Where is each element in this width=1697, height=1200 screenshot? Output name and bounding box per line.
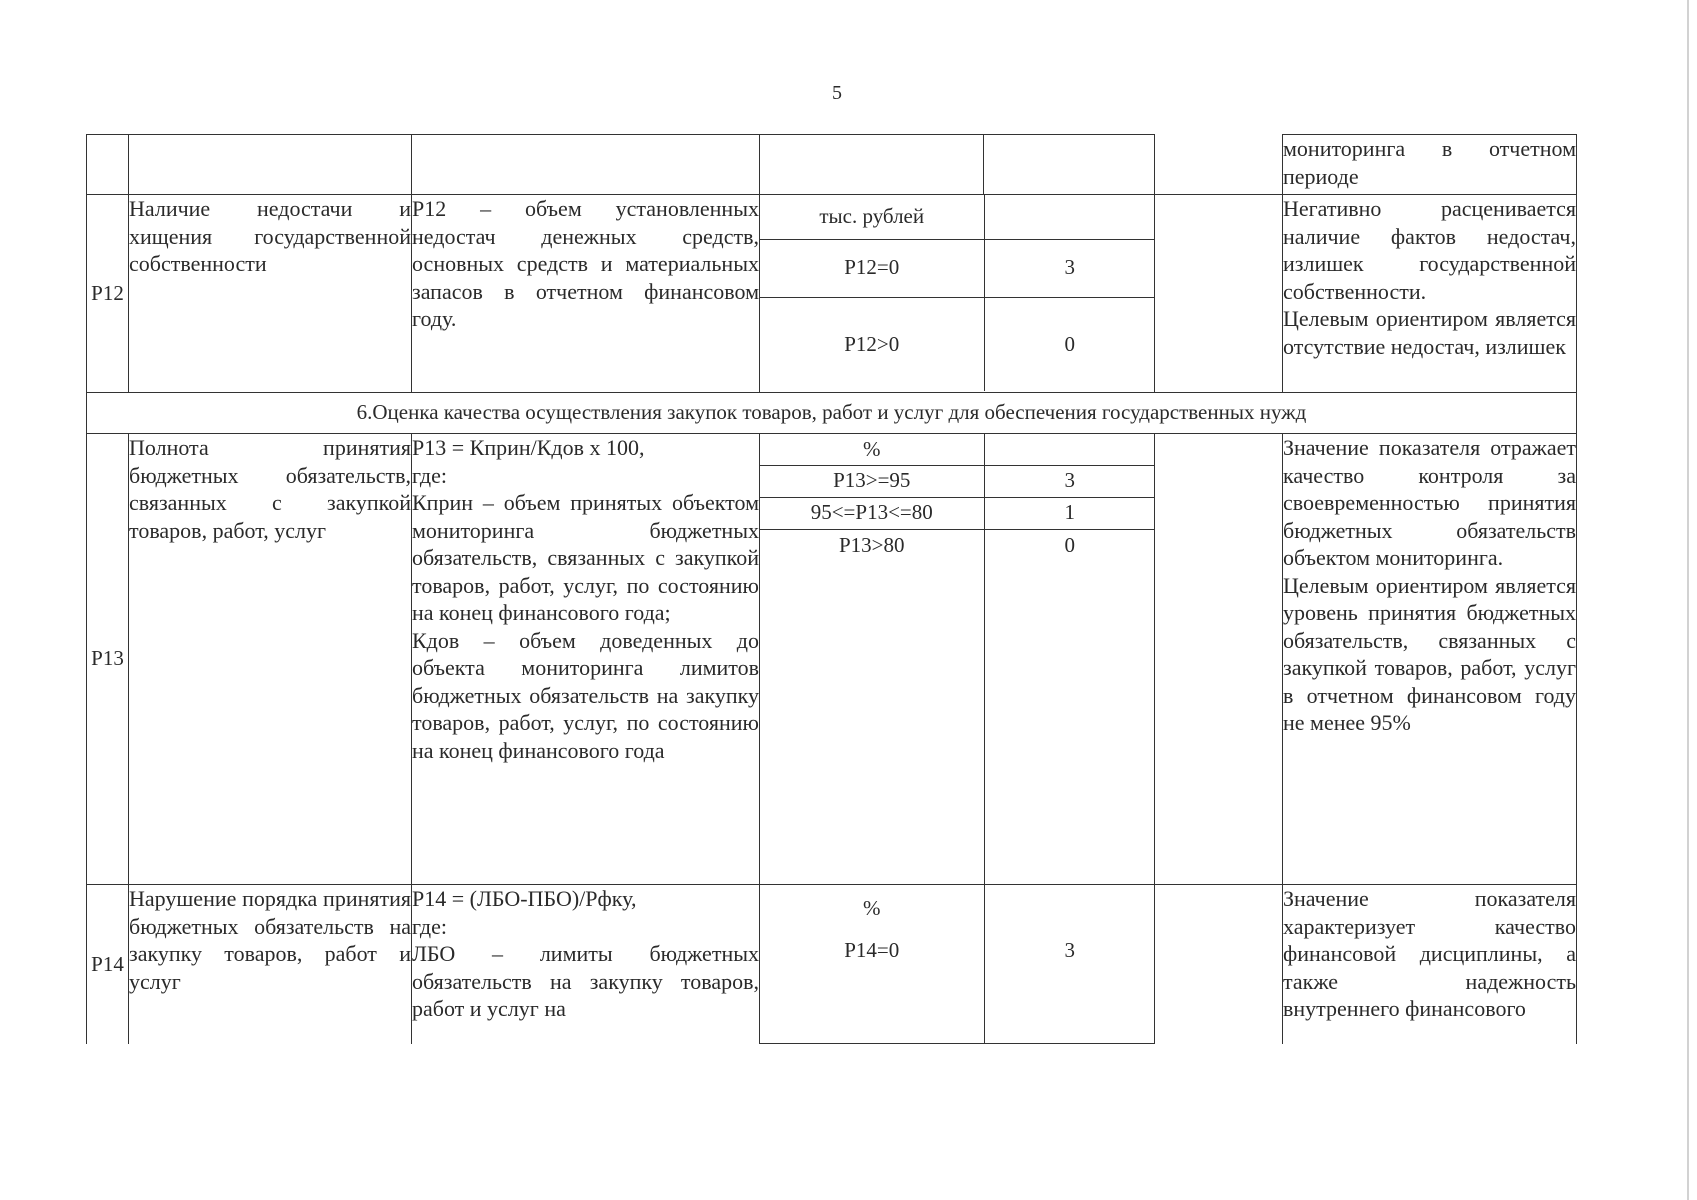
formula-line: ЛБО – лимиты бюджетных обязательств на закупку товаров, работ и услуг на (412, 941, 759, 1021)
indicator-formula (412, 434, 760, 885)
table-row-p13 (87, 434, 1577, 885)
cell-code (87, 135, 129, 195)
cell-unit (760, 135, 984, 195)
indicator-name: Полнота принятия бюджетных обязательств, связанных с закупкой товаров, работ, услуг (129, 434, 412, 885)
condition: 95<=Р13<=80 (760, 497, 984, 529)
condition: Р14=0 (844, 938, 900, 962)
cell-name (129, 135, 412, 195)
condition: Р13>=95 (760, 465, 984, 497)
formula-line: Кприн – объем принятых объектом мониторинга бюджетных обязательств, связанных с закупкой товаров, работ, услуг, по состоянию на конец финансового года; (412, 490, 759, 625)
comment-paragraph: Негативно расценивается наличие фактов недостач, излишек государственной собственности. (1283, 196, 1576, 304)
indicator-code: Р14 (87, 885, 129, 1044)
comment-paragraph: Целевым ориентиром является уровень принятия бюджетных обязательств, связанных с закупкой товаров, работ, услуг в отчетном финансовом году не менее 95% (1283, 572, 1576, 735)
unit-label: тыс. рублей (760, 195, 984, 239)
cell-formula (412, 135, 760, 195)
condition: Р13>80 (838, 532, 905, 557)
table-row-section (87, 393, 1577, 434)
cell-blank (1155, 195, 1283, 393)
formula-line: где: (412, 462, 447, 488)
cell-comment (1283, 135, 1577, 195)
condition: Р12>0 (844, 331, 900, 356)
page-number: 5 (832, 82, 842, 104)
indicator-code: Р13 (87, 434, 129, 885)
cell-blank (1155, 135, 1283, 195)
comment-paragraph: Значение показателя характеризует качество финансовой дисциплины, а также надежность внутреннего финансового (1283, 886, 1576, 1021)
comment-paragraph: Целевым ориентиром является отсутствие недостач, излишек (1283, 306, 1576, 359)
score: 3 (984, 465, 1155, 497)
formula-line: где: (412, 913, 447, 939)
cell-score (984, 135, 1155, 195)
unit-label: % (760, 434, 984, 465)
indicator-formula: Р12 – объем установленных недостач денежных средств, основных средств и материальных запасов в отчетном финансовом году. (412, 195, 760, 393)
comment-paragraph: Значение показателя отражает качество контроля за своевременностью принятия бюджетных обязательств объектом мониторинга. (1283, 435, 1576, 570)
score: 1 (984, 497, 1155, 529)
indicator-scale (760, 434, 1155, 885)
indicator-scale (760, 195, 1155, 393)
section-title: 6.Оценка качества осуществления закупок товаров, работ и услуг для обеспечения государственных нужд (87, 393, 1577, 434)
cell-blank (1155, 434, 1283, 885)
score: 3 (984, 239, 1155, 297)
unit-score-empty (984, 434, 1155, 465)
indicator-comment (1283, 434, 1577, 885)
condition: Р12=0 (760, 239, 984, 297)
formula-line: Р13 = Кприн/Кдов х 100, (412, 435, 645, 460)
score: 3 (984, 933, 1155, 1043)
indicators-table (86, 134, 1577, 1044)
indicator-formula (412, 885, 760, 1044)
unit-label: % (863, 896, 881, 921)
formula-line: Кдов – объем доведенных до объекта мониторинга лимитов бюджетных обязательств на закупку товаров, работ, услуг, по состоянию на конец финансового года (412, 627, 759, 763)
table-row-continuation (87, 135, 1577, 195)
indicator-name: Нарушение порядка принятия бюджетных обязательств на закупку товаров, работ и услуг (129, 885, 412, 1044)
indicator-name: Наличие недостачи и хищения государственной собственности (129, 195, 412, 393)
scan-edge (1687, 0, 1689, 1200)
indicator-comment (1283, 885, 1577, 1044)
score: 0 (984, 297, 1155, 391)
table-row-p12 (87, 195, 1577, 393)
unit-score-empty (984, 195, 1155, 239)
score: 0 (984, 529, 1155, 884)
continuation-note: мониторинга в отчетном периоде (1283, 136, 1576, 189)
indicator-scale (760, 885, 1155, 1044)
unit-score-empty (984, 885, 1155, 933)
cell-blank (1155, 885, 1283, 1044)
formula-line: Р14 = (ЛБО-ПБО)/Рфку, (412, 886, 637, 911)
indicator-code: Р12 (87, 195, 129, 393)
indicator-comment (1283, 195, 1577, 393)
table-row-p14 (87, 885, 1577, 1044)
